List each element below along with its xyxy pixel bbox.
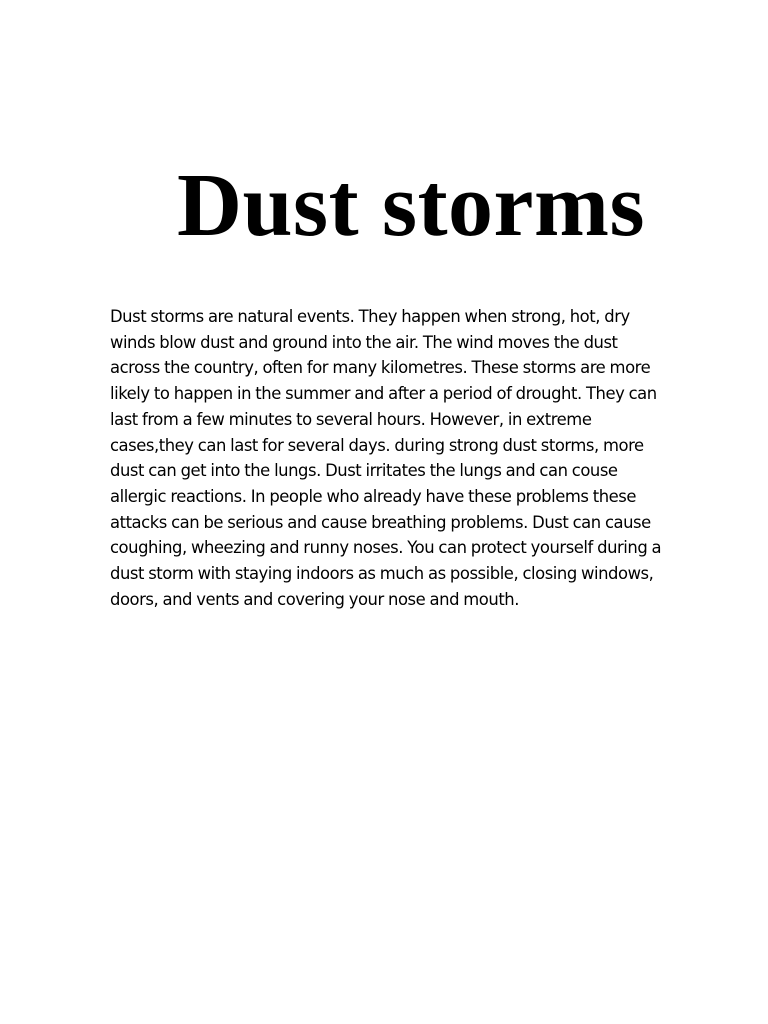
paragraph-line: attacks can be serious and cause breathing problems. Dust can cause — [110, 512, 651, 532]
paragraph-line: dust storm with staying indoors as much as possible, closing windows, — [110, 564, 654, 584]
paragraph-line: Dust storms are natural events. They happen when strong, hot, dry — [110, 307, 630, 326]
paragraph-line: across the country, often for many kilometres. These storms are more — [110, 358, 651, 378]
paragraph-line: cases,they can last for several days. during strong dust storms, more — [110, 435, 644, 455]
page-title: Dust storms — [177, 156, 645, 255]
paragraph-line: last from a few minutes to several hours. However, in extreme — [110, 409, 592, 429]
paragraph-line: winds blow dust and ground into the air. The wind moves the dust — [110, 332, 618, 352]
paragraph-line: coughing, wheezing and runny noses. You can protect yourself during a — [110, 538, 662, 558]
paragraph-line: doors, and vents and covering your nose and mouth. — [110, 589, 519, 609]
body-paragraph — [110, 304, 710, 612]
paragraph-line: dust can get into the lungs. Dust irritates the lungs and can couse — [110, 461, 618, 481]
paragraph-line: likely to happen in the summer and after a period of drought. They can — [110, 384, 657, 404]
paragraph-line: allergic reactions. In people who already have these problems these — [110, 486, 636, 506]
